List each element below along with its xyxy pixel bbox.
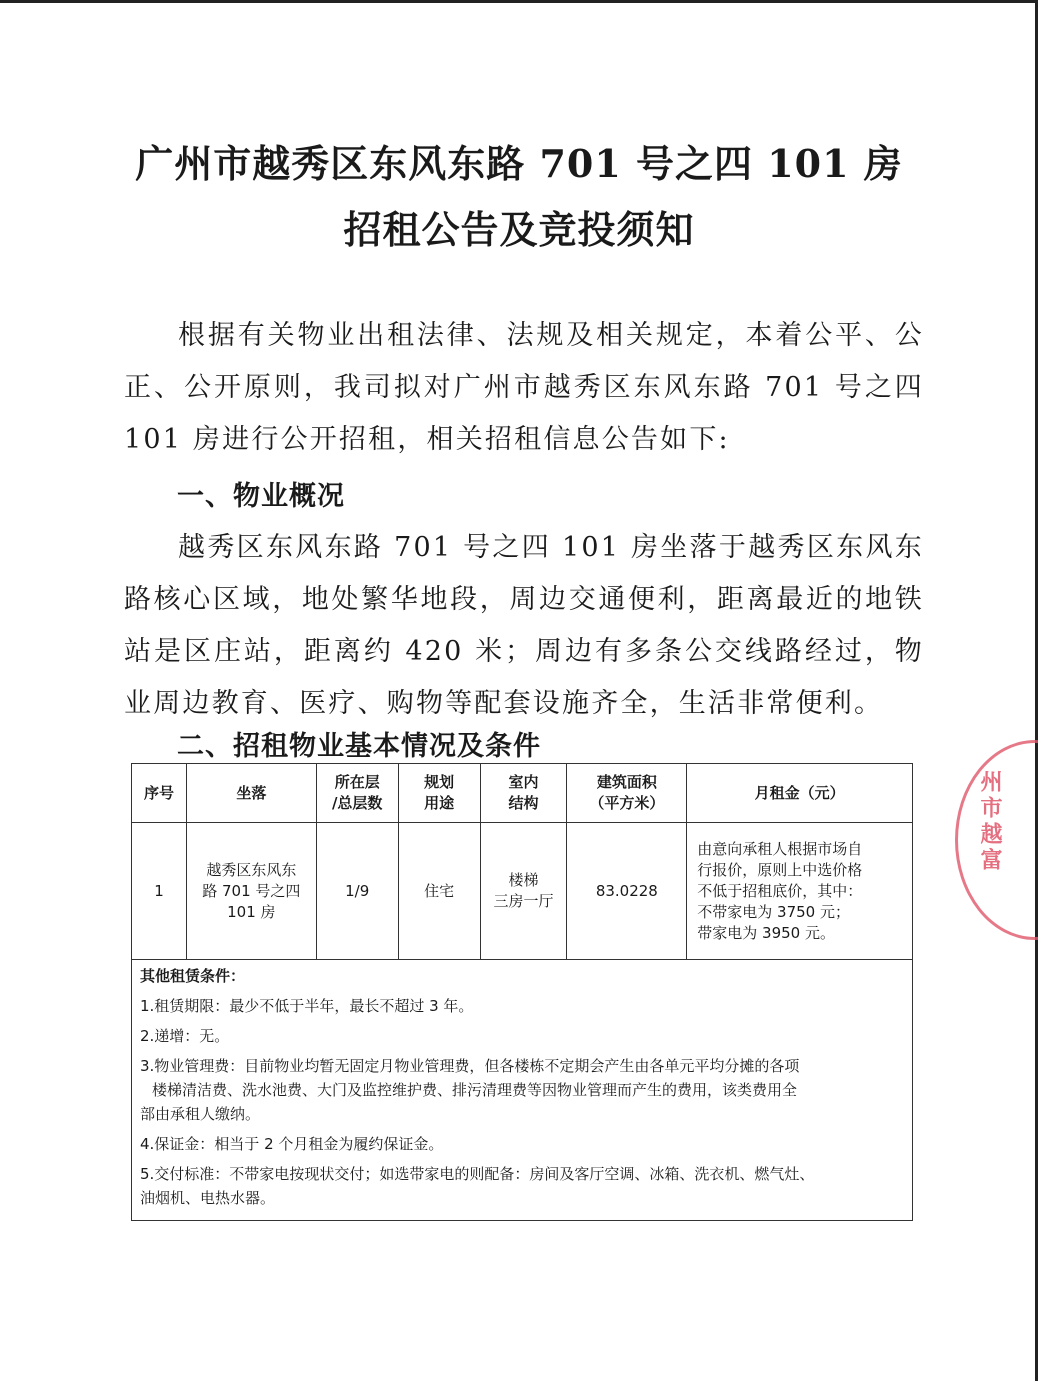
header-use-line-2: 用途 — [424, 794, 455, 812]
header-use — [398, 764, 480, 823]
header-structure-line-1: 室内 — [508, 773, 539, 791]
table-header-row — [132, 764, 913, 823]
header-area-line-2: （平方米） — [589, 794, 665, 812]
cell-rent — [687, 823, 913, 960]
document-title-line-1: 广州市越秀区东风东路 701 号之四 101 房 — [135, 141, 903, 186]
intro-paragraph: 根据有关物业出租法律、法规及相关规定，本着公平、公正、公开原则，我司拟对广州市越秀区东风东路 701 号之四 101 房进行公开招租，相关招租信息公告如下: — [124, 320, 924, 455]
cell-location-line-3: 101 房 — [227, 902, 276, 921]
table-row — [132, 823, 913, 960]
condition-5-line-1: 5.交付标准：不带家电按现状交付；如选带家电的则配备：房间及客厅空调、冰箱、洗衣机、燃气灶、 — [140, 1165, 815, 1183]
cell-structure-line-1: 楼梯 — [508, 871, 539, 889]
header-structure-line-2: 结构 — [508, 794, 539, 812]
cell-location-line-1: 越秀区东风东 — [206, 860, 297, 879]
condition-5 — [140, 1162, 902, 1210]
header-structure — [480, 764, 567, 823]
cell-no: 1 — [132, 823, 187, 960]
cell-rent-line-4: 不带家电为 3750 元； — [697, 902, 850, 921]
conditions-title: 其他租赁条件： — [140, 967, 246, 985]
header-floor — [316, 764, 398, 823]
header-use-line-1: 规划 — [424, 773, 455, 791]
cell-rent-line-1: 由意向承租人根据市场自 — [697, 839, 863, 858]
conditions-cell — [132, 960, 913, 1221]
condition-3-line-3: 部由承租人缴纳。 — [140, 1105, 261, 1123]
cell-area: 83.0228 — [567, 823, 687, 960]
header-floor-line-2: /总层数 — [331, 794, 383, 812]
section-1-paragraph: 越秀区东风东路 701 号之四 101 房坐落于越秀区东风东路核心区域，地处繁华地段，周边交通便利，距离最近的地铁站是区庄站，距离约 420 米；周边有多条公交线路经过，物业周边教育、医疗、购物等配套设施齐全，生活非常便利。 — [124, 532, 924, 719]
cell-structure-line-2: 三房一厅 — [493, 892, 554, 910]
condition-2: 2.递增：无。 — [140, 1027, 230, 1045]
header-location: 坐落 — [186, 764, 316, 823]
section-1-heading: 一、物业概况 — [177, 481, 345, 512]
header-rent: 月租金（元） — [687, 764, 913, 823]
cell-use: 住宅 — [398, 823, 480, 960]
condition-3-line-2: 楼梯清洁费、洗水池费、大门及监控维护费、排污清理费等因物业管理而产生的费用，该类费用全 — [152, 1081, 798, 1099]
cell-rent-line-2: 行报价，原则上中选价格 — [697, 860, 863, 879]
cell-location — [186, 823, 316, 960]
header-area-line-1: 建筑面积 — [596, 773, 657, 791]
company-seal-text: 州市越富 — [977, 770, 1003, 874]
cell-structure — [480, 823, 567, 960]
condition-4: 4.保证金：相当于 2 个月租金为履约保证金。 — [140, 1135, 444, 1153]
header-no: 序号 — [132, 764, 187, 823]
condition-3 — [140, 1054, 902, 1126]
condition-1: 1.租赁期限：最少不低于半年，最长不超过 3 年。 — [140, 997, 474, 1015]
cell-location-line-2: 路 701 号之四 — [202, 881, 301, 900]
section-2-heading: 二、招租物业基本情况及条件 — [177, 731, 541, 762]
condition-5-line-2: 油烟机、电热水器。 — [140, 1189, 276, 1207]
conditions-row — [132, 960, 913, 1221]
cell-rent-line-3: 不低于招租底价，其中： — [697, 881, 863, 900]
condition-3-line-1: 3.物业管理费：目前物业均暂无固定月物业管理费，但各楼栋不定期会产生由各单元平均分摊的各项 — [140, 1057, 800, 1075]
property-table — [131, 763, 913, 1221]
document-title-line-2: 招租公告及竞投须知 — [343, 207, 695, 252]
header-floor-line-1: 所在层 — [334, 773, 380, 791]
cell-floor: 1/9 — [316, 823, 398, 960]
header-area — [567, 764, 687, 823]
scan-edge-top — [0, 0, 1038, 3]
cell-rent-line-5: 带家电为 3950 元。 — [697, 923, 835, 942]
